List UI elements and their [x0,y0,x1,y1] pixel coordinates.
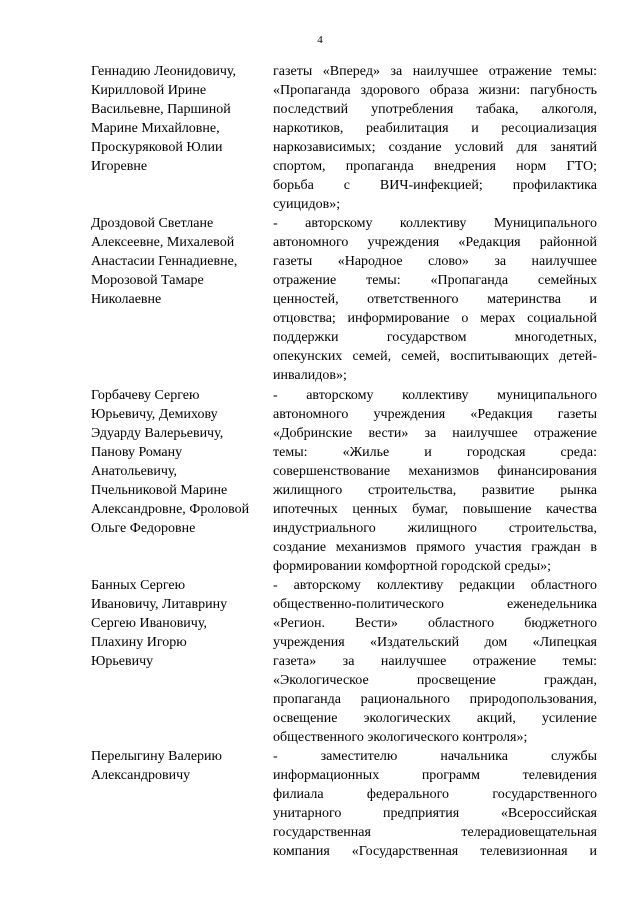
award-description [273,747,597,861]
text-line: жилищного строительства, развитие рынка [273,483,597,498]
award-description [273,62,597,214]
name-line: Анатольевичу, [91,464,178,479]
recipient-names [91,386,250,538]
recipient-names [91,747,241,785]
text-line: совершенствование механизмов финансирования [273,464,597,479]
text-line: «Экологическое просвещение граждан, [273,673,597,688]
text-line: унитарного предприятия «Всероссийская [273,806,597,821]
text-line: отцовства; информирование о мерах социальной [273,311,597,326]
text-line: «Добринские вести» за наилучшее отражение [273,426,597,441]
text-line: учреждения «Издательский дом «Липецкая [273,635,597,650]
text-line: инвалидов»; [273,368,347,383]
name-line: Марине Михайловне, [91,121,220,136]
text-line: отражение темы: «Пропаганда семейных [273,273,597,288]
name-line: Александровичу [91,768,191,783]
text-line: государственная телерадиовещательная [273,825,597,840]
text-line: филиала федерального государственного [273,787,597,802]
text-line: - авторскому коллективу редакции областного [273,578,597,593]
text-line: информационных программ телевидения [273,768,597,783]
text-line: компания «Государственная телевизионная и [273,844,597,859]
text-line: опекунских семей, семей, воспитывающих детей- [273,349,597,364]
text-line: борьба с ВИЧ-инфекцией; профилактика [273,178,597,193]
name-line: Геннадию Леонидовичу, [91,64,236,79]
text-line: ценностей, ответственного материнства и [273,292,597,307]
text-line: последствий употребления табака, алкоголя, [273,102,597,117]
name-line: Васильевне, Паршиной [91,102,231,117]
name-line: Проскуряковой Юлии [91,140,223,155]
name-line: Горбачеву Сергею [91,388,200,403]
text-line: освещение экологических акций, усиление [273,711,597,726]
name-line: Пчельниковой Марине [91,483,228,498]
name-line: Юрьевичу [91,654,154,669]
award-description [273,576,597,747]
name-line: Николаевне [91,292,162,307]
name-line: Эдуарду Валерьевичу, [91,426,224,441]
text-line: создание механизмов прямого участия граждан в [273,540,597,555]
text-line: наркотиков, реабилитация и ресоциализация [273,121,597,136]
recipient-names [91,576,241,671]
name-line: Ольге Федоровне [91,521,196,536]
page-number: 4 [317,34,323,46]
text-line: - авторскому коллективу Муниципального [273,216,597,231]
recipient-names [91,62,241,176]
text-line: поддержки государством многодетных, [273,330,597,345]
name-line: Ивановичу, Литаврину [91,597,228,612]
text-line: автономного учреждения «Редакция газеты [273,407,597,422]
name-line: Плахину Игорю [91,635,187,650]
text-line: спортом, пропаганда внедрения норм ГТО; [273,159,597,174]
award-description [273,386,597,576]
name-line: Алексеевне, Михалевой [91,235,235,250]
award-description [273,214,597,385]
name-line: Перелыгину Валерию [91,749,222,764]
text-line: суицидов»; [273,197,341,212]
text-line: формировании комфортной городской среды»; [273,559,552,574]
text-line: - заместителю начальника службы [273,749,597,764]
name-line: Кирилловой Ирине [91,83,207,98]
text-line: пропаганда рационального природопользования, [273,692,597,707]
text-line: «Регион. Вести» областного бюджетного [273,616,597,631]
text-line: автономного учреждения «Редакция районной [273,235,597,250]
text-line: наркозависимых; создание условий для занятий [273,140,597,155]
name-line: Морозовой Тамаре [91,273,204,288]
text-line: общественно-политического еженедельника [273,597,597,612]
text-line: общественного экологического контроля»; [273,730,528,745]
name-line: Игоревне [91,159,148,174]
name-line: Дроздовой Светлане [91,216,214,231]
name-line: Александровне, Фроловой [91,502,250,517]
name-line: Сергею Ивановичу, [91,616,207,631]
text-line: индустриального жилищного строительства, [273,521,597,536]
text-line: - авторскому коллективу муниципального [273,388,597,403]
name-line: Банных Сергею [91,578,186,593]
name-line: Панову Роману [91,445,183,460]
text-line: «Пропаганда здорового образа жизни: пагубность [273,83,597,98]
text-line: темы: «Жилье и городская среда: [273,445,597,460]
text-line: ипотечных ценных бумаг, повышение качества [273,502,597,517]
text-line: газеты «Вперед» за наилучшее отражение темы: [273,64,597,79]
name-line: Анастасии Геннадиевне, [91,254,238,269]
text-line: газеты «Народное слово» за наилучшее [273,254,597,269]
recipient-names [91,214,241,309]
text-line: газета» за наилучшее отражение темы: [273,654,597,669]
name-line: Юрьевичу, Демихову [91,407,218,422]
